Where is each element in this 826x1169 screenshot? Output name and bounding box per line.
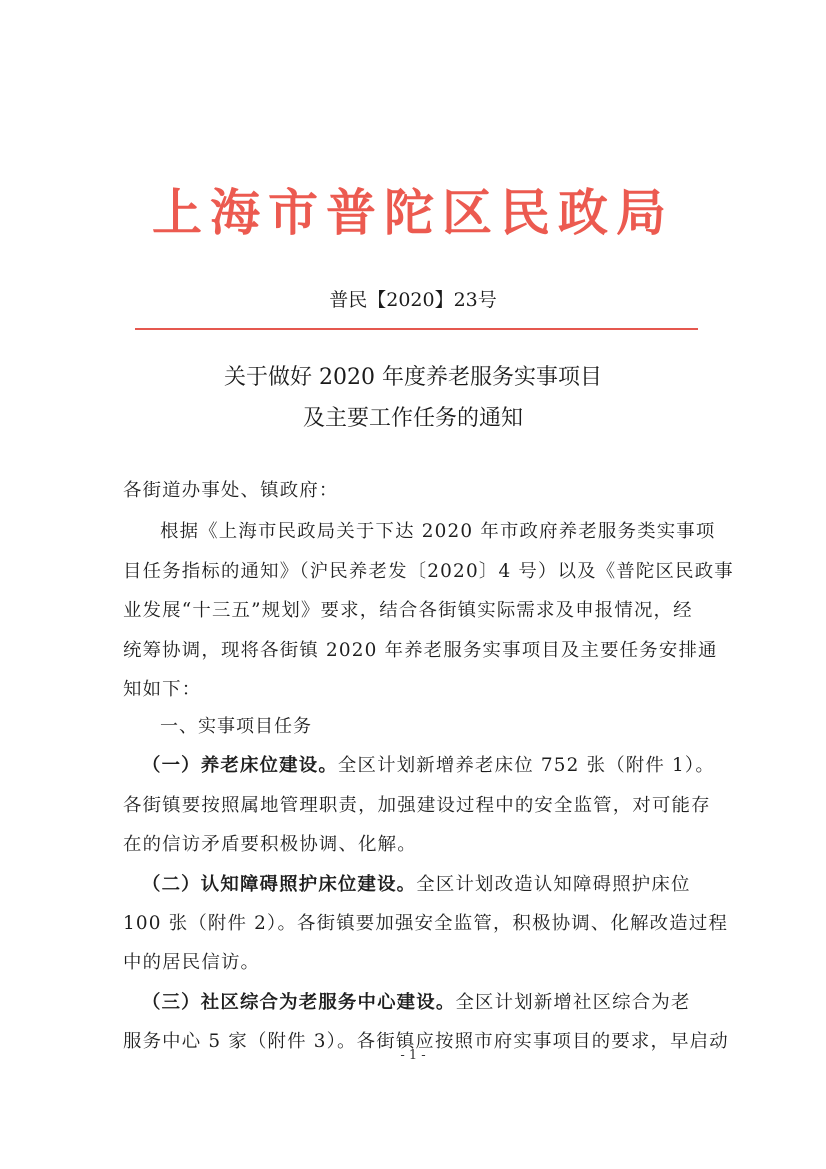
item-1-rest: 全区计划新增养老床位 752 张（附件 1）。 [337, 755, 715, 776]
item-1-lead: （一）养老床位建设。 [142, 755, 338, 776]
item-2-first-line [142, 872, 727, 898]
item-3-rest: 全区计划新增社区综合为老 [455, 992, 691, 1013]
item-3-lead: （三）社区综合为老服务中心建设。 [142, 992, 456, 1013]
item-1-line: 在的信访矛盾要积极协调、化解。 [123, 834, 417, 855]
intro-line: 统筹协调，现将各街镇 2020 年养老服务实事项目及主要任务安排通 [123, 640, 718, 661]
item-2-line: 中的居民信访。 [123, 952, 261, 973]
page-number: - 1 - [400, 1048, 426, 1063]
item-2-lead: （二）认知障碍照护床位建设。 [142, 874, 417, 895]
red-divider-line [135, 328, 698, 330]
document-number: 普民【2020】23号 [329, 289, 497, 311]
item-1-first-line [142, 753, 727, 779]
item-2-line: 100 张（附件 2）。各街镇要加强安全监管，积极协调、化解改造过程 [123, 913, 729, 934]
intro-line: 根据《上海市民政局关于下达 2020 年市政府养老服务类实事项 [160, 521, 716, 542]
item-3-line: 服务中心 5 家（附件 3）。各街镇应按照市府实事项目的要求，早启动 [123, 1031, 729, 1052]
intro-line: 目任务指标的通知》（沪民养老发〔2020〕4 号）以及《普陀区民政事 [123, 561, 734, 582]
item-2-rest: 全区计划改造认知障碍照护床位 [416, 874, 691, 895]
salutation: 各街道办事处、镇政府： [123, 480, 339, 501]
notice-title-line-1: 关于做好 2020 年度养老服务实事项目 [224, 365, 602, 390]
intro-line: 知如下： [123, 679, 202, 700]
intro-line: 业发展“十三五”规划》要求，结合各街镇实际需求及申报情况，经 [123, 600, 693, 621]
notice-title-line-2: 及主要工作任务的通知 [302, 406, 523, 431]
item-1-line: 各街镇要按照属地管理职责，加强建设过程中的安全监管，对可能存 [123, 795, 711, 816]
organization-title: 上海市普陀区民政局 [152, 183, 674, 242]
section-heading: 一、实事项目任务 [160, 716, 312, 737]
item-3-first-line [142, 990, 727, 1016]
